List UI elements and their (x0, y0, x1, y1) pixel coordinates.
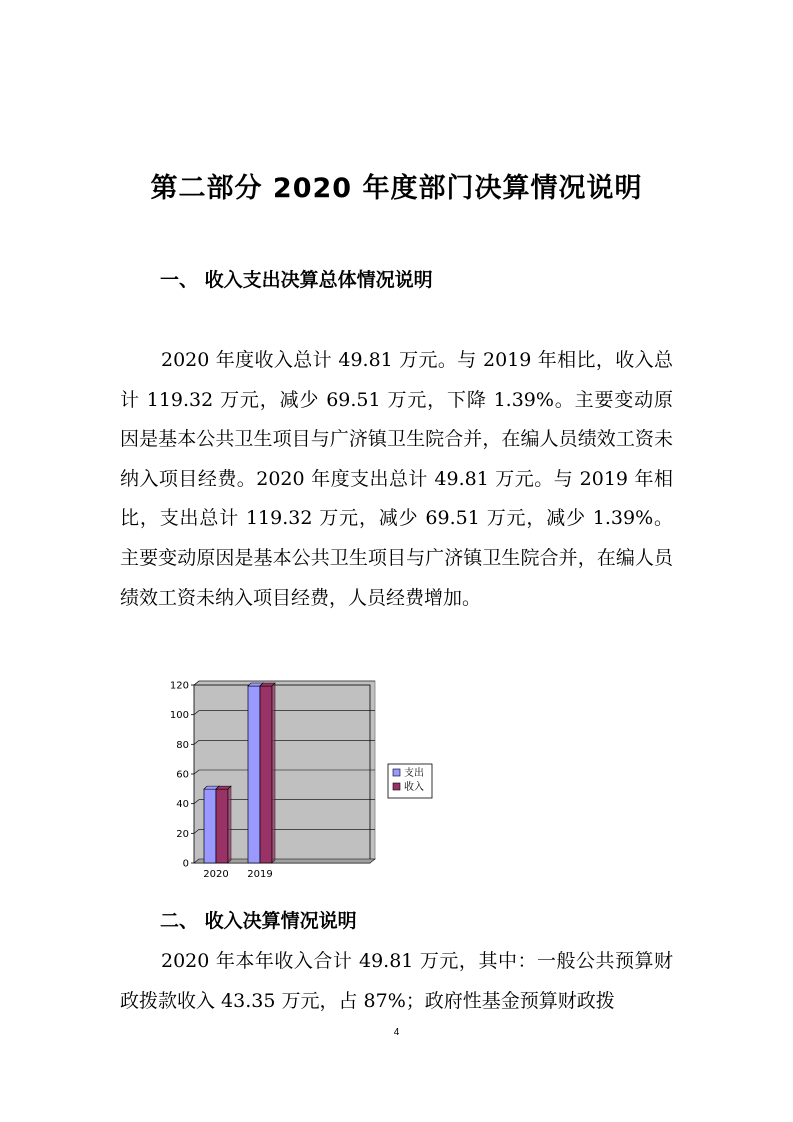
bar-收入-2019 (260, 686, 272, 863)
y-tick-label: 40 (176, 799, 189, 811)
page-title: 第二部分 2020 年度部门决算情况说明 (150, 173, 643, 204)
y-tick-label: 20 (176, 828, 189, 840)
y-tick-label: 60 (176, 769, 189, 781)
section-1-paragraph: 2020 年度收入总计 49.81 万元。与 2019 年相比，收入总计 119.32 万元，减少 69.51 万元，下降 1.39%。主要变动原因是基本公共卫生项目与广济镇卫生院合并，在编人员绩效工资未纳入项目经费。2020 年度支出总计 49.81 万元。与 2019 年相比，支出总计 119.32 万元，减少 69.51 万元，减少 1.39%。主要变动原因是基本公共卫生项目与广济镇卫生院合并，在编人员绩效工资未纳入项目经费，人员经费增加。 (120, 349, 673, 609)
legend-label: 收入 (404, 782, 424, 793)
bar-支出-2020 (204, 789, 216, 863)
y-tick-label: 80 (176, 739, 189, 751)
section-heading-2: 二、 收入决算情况说明 (160, 910, 357, 932)
bar-chart-svg (160, 676, 460, 886)
page-number: 4 (393, 1027, 400, 1038)
legend-label: 支出 (404, 768, 424, 779)
bar-side (228, 786, 231, 863)
y-tick-label: 120 (169, 680, 189, 692)
bar-支出-2019 (248, 686, 260, 863)
x-tick-label: 2020 (203, 869, 229, 880)
y-tick-label: 0 (182, 858, 189, 870)
section-2-paragraph: 2020 年本年收入合计 49.81 万元，其中：一般公共预算财政拨款收入 43.35 万元，占 87%；政府性基金预算财政拨 (120, 950, 673, 1012)
section-heading-1: 一、 收入支出决算总体情况说明 (160, 269, 433, 291)
bar-side (272, 683, 275, 863)
income-expenditure-chart (160, 676, 460, 886)
bar-收入-2020 (216, 789, 228, 863)
legend-swatch (393, 769, 400, 776)
legend-swatch (393, 783, 400, 790)
y-tick-label: 100 (169, 710, 189, 722)
x-tick-label: 2019 (247, 869, 273, 880)
